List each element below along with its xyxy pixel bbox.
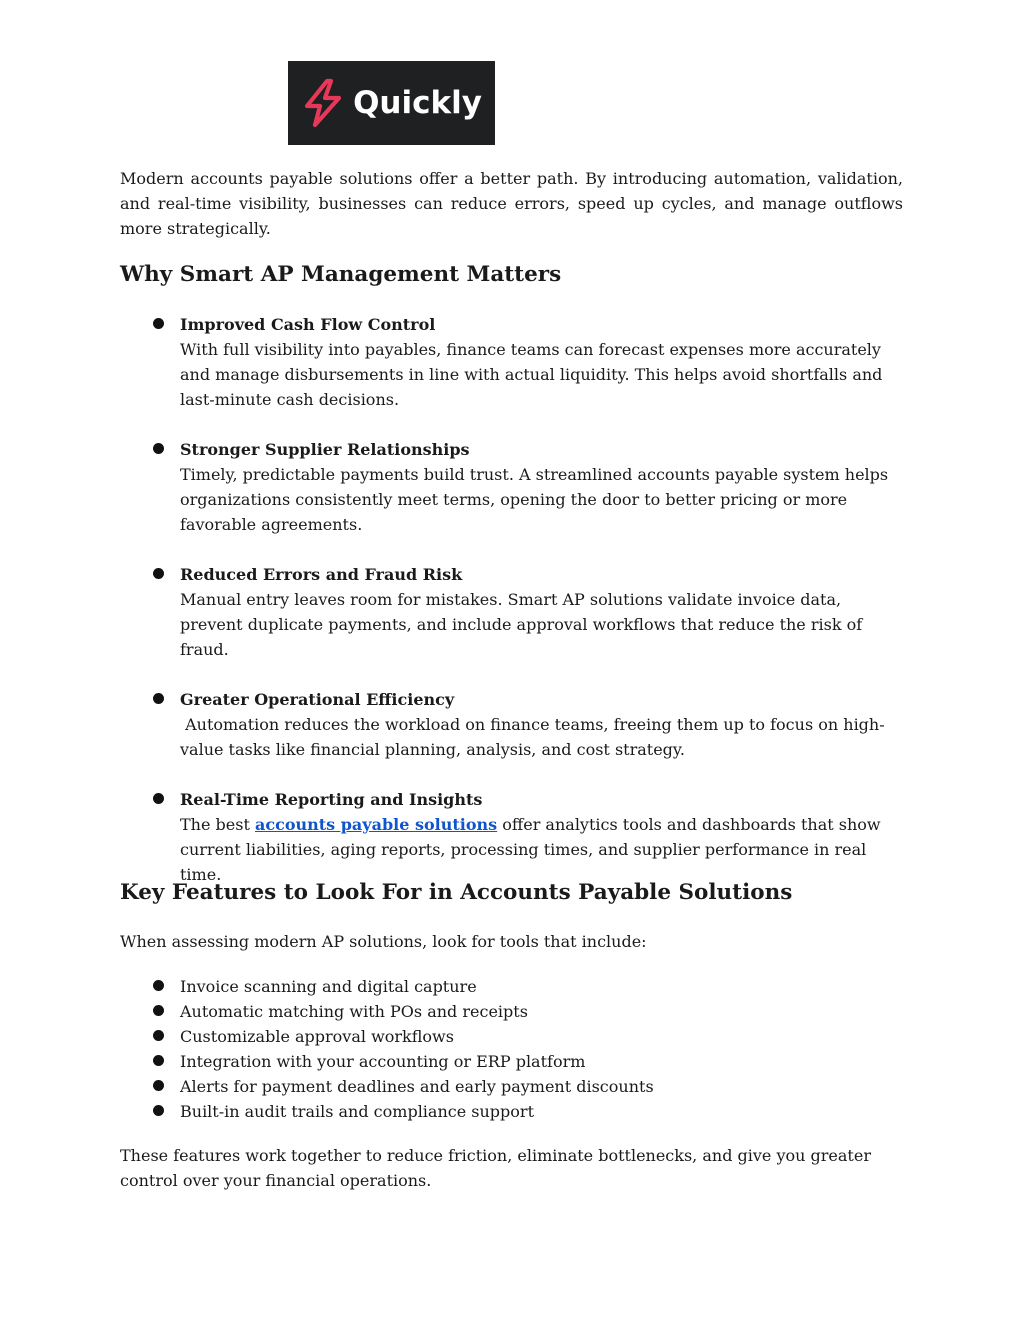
list-item	[120, 1099, 903, 1124]
benefits-list	[120, 312, 903, 912]
list-item	[120, 437, 903, 537]
lightning-bolt-icon	[301, 78, 345, 128]
feature-text: Invoice scanning and digital capture	[180, 977, 477, 996]
quickly-logo	[288, 61, 495, 145]
item-body: With full visibility into payables, finance teams can forecast expenses more accurately and manage disbursements in line with actual liquidity. This helps avoid shortfalls and last-minute cash decisions.	[180, 340, 883, 409]
section-heading-why: Why Smart AP Management Matters	[120, 262, 562, 287]
bullet-icon	[153, 568, 164, 579]
item-body	[180, 812, 903, 887]
list-item	[120, 974, 903, 999]
features-list	[120, 974, 903, 1124]
feature-text: Integration with your accounting or ERP platform	[180, 1052, 586, 1071]
logo-wordmark: Quickly	[353, 85, 482, 121]
bullet-icon	[153, 318, 164, 329]
feature-text: Alerts for payment deadlines and early payment discounts	[180, 1077, 654, 1096]
bullet-icon	[153, 1005, 164, 1016]
list-item	[120, 562, 903, 662]
intro-paragraph: Modern accounts payable solutions offer a better path. By introducing automation, validation, and real-time visibility, businesses can reduce errors, speed up cycles, and manage outflows more strategically.	[120, 169, 903, 238]
list-item	[120, 687, 903, 762]
list-item	[120, 312, 903, 412]
item-title: Stronger Supplier Relationships	[180, 440, 470, 459]
list-item	[120, 1049, 903, 1074]
bullet-icon	[153, 693, 164, 704]
bullet-icon	[153, 1030, 164, 1041]
list-item	[120, 1074, 903, 1099]
bullet-icon	[153, 443, 164, 454]
closing-paragraph: These features work together to reduce friction, eliminate bottlenecks, and give you greater control over your financial operations.	[120, 1146, 871, 1190]
item-body: Automation reduces the workload on finance teams, freeing them up to focus on high-value tasks like financial planning, analysis, and cost strategy.	[180, 715, 885, 759]
list-item	[120, 1024, 903, 1049]
item-title: Improved Cash Flow Control	[180, 315, 436, 334]
item-title: Greater Operational Efficiency	[180, 690, 455, 709]
accounts-payable-solutions-link[interactable]: accounts payable solutions	[254, 815, 498, 834]
item-body: Timely, predictable payments build trust. A streamlined accounts payable system helps organizations consistently meet terms, opening the door to better pricing or more favorable agreements.	[180, 465, 889, 534]
bullet-icon	[153, 980, 164, 991]
item-title: Real-Time Reporting and Insights	[180, 790, 483, 809]
bullet-icon	[153, 1055, 164, 1066]
bullet-icon	[153, 1105, 164, 1116]
bullet-icon	[153, 793, 164, 804]
body-suffix: offer analytics tools and dashboards that show current liabilities, aging reports, processing times, and supplier performance in real time.	[180, 815, 886, 884]
body-prefix: The best	[180, 815, 255, 834]
feature-text: Customizable approval workflows	[180, 1027, 454, 1046]
list-item	[120, 999, 903, 1024]
item-title: Reduced Errors and Fraud Risk	[180, 565, 463, 584]
item-body: Manual entry leaves room for mistakes. Smart AP solutions validate invoice data, prevent duplicate payments, and include approval workflows that reduce the risk of fraud.	[180, 590, 863, 659]
section-heading-features: Key Features to Look For in Accounts Payable Solutions	[120, 880, 793, 905]
list-item	[120, 787, 903, 887]
features-intro: When assessing modern AP solutions, look for tools that include:	[120, 932, 647, 951]
bullet-icon	[153, 1080, 164, 1091]
feature-text: Built-in audit trails and compliance support	[180, 1102, 534, 1121]
feature-text: Automatic matching with POs and receipts	[180, 1002, 528, 1021]
